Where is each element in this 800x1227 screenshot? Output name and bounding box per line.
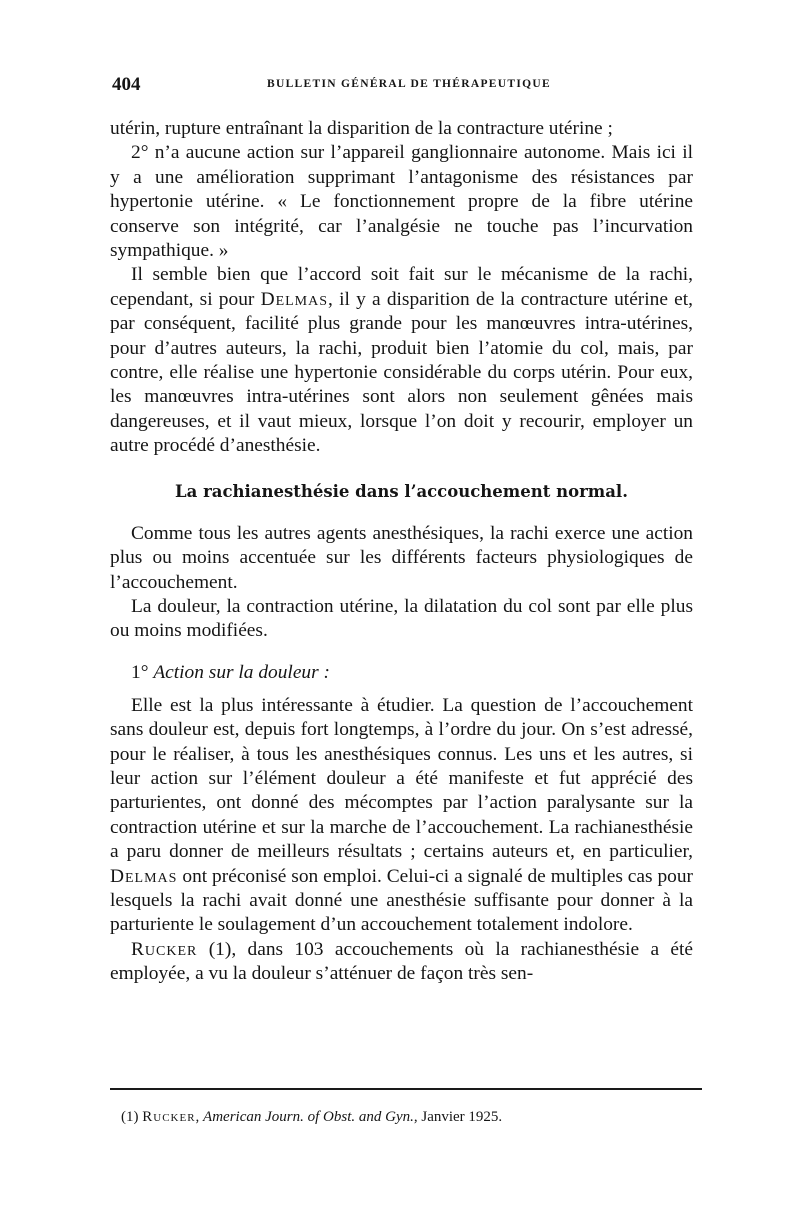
footnote-date: Janvier 1925.: [421, 1109, 503, 1125]
paragraph-point-two: [110, 141, 693, 263]
footnote-marker: (1): [121, 1109, 139, 1125]
author-name: Delmas: [260, 288, 329, 310]
paragraph-mechanism: [110, 263, 693, 458]
subheading-text: Action sur la douleur :: [153, 661, 330, 683]
paragraph-text: (1), dans 103 accouchements où la rachianesthésie a été employée, a vu la douleur s’atténuer de façon très sen-: [110, 938, 693, 985]
footnote-author: Rucker: [142, 1109, 196, 1125]
running-head: [112, 74, 692, 98]
paragraph-anesthetic-agents: [110, 522, 693, 595]
paragraph-text: ont préconisé son emploi. Celui-ci a signalé de multiples cas pour lesquels la rachi avait donné une anesthésie suffisante pour donner à la parturiente le soulagement d’un accouchement totalement indolore.: [110, 865, 693, 936]
paragraph-text: Il semble bien que l’accord soit fait sur le mécanisme de la rachi, cependant, si pour: [110, 264, 693, 310]
paragraph-rucker: [110, 938, 693, 987]
paragraph-pain: [110, 694, 693, 938]
footnote: (1) Rucker, American Journ. of Obst. and Gyn., Janvier 1925.: [121, 1109, 503, 1125]
journal-title: BULLETIN GÉNÉRAL DE THÉRAPEUTIQUE: [267, 78, 551, 90]
paragraph-factors: [110, 595, 693, 644]
body-text: [110, 117, 693, 987]
footnote-journal: American Journ. of Obst. and Gyn.: [203, 1109, 414, 1125]
paragraph-text: Comme tous les autres agents anesthésiques, la rachi exerce une action plus ou moins accentuée sur les différents facteurs physiologiques de l’accouchement.: [110, 522, 693, 593]
footnote-divider: [110, 1088, 702, 1090]
author-name: Rucker: [131, 938, 198, 960]
paragraph-text: Elle est la plus intéressante à étudier. La question de l’accouchement sans douleur est, depuis fort longtemps, à l’ordre du jour. On s’est adressé, pour le réaliser, à tous les anesthésiques connus. Les uns et les autres, si leur action sur l’élément douleur a été manifeste et fut apprécié des parturientes, ont donné des mécomptes par l’action paralysante sur la contraction utérine et sur la marche de l’accouchement. La rachianesthésie a paru donner de meilleurs résultats ; certains auteurs et, en particulier,: [110, 694, 693, 863]
paragraph-continuation: [110, 117, 693, 141]
paragraph-text: 2° n’a aucune action sur l’appareil ganglionnaire autonome. Mais ici il y a une amélioration supprimant l’antagonisme des résistances par hypertonie utérine. « Le fonctionnement propre de la fibre utérine conserve son intégrité, car l’analgésie ne touche pas l’incurvation sympathique. »: [110, 142, 693, 262]
author-name: Delmas: [110, 865, 178, 887]
paragraph-text: utérin, rupture entraînant la disparition de la contracture utérine ;: [110, 118, 613, 139]
page-number: 404: [112, 74, 141, 95]
paragraph-text: , il y a disparition de la contracture utérine et, par conséquent, facilité plus grande pour les manœuvres intra-utérines, pour d’autres auteurs, la rachi, produit bien l’atomie du col, mais, par contre, elle réalise une hypertonie considérable du corps utérin. Pour eux, les manœuvres intra-utérines sont alors non seulement gênées mais dangereuses, et il vaut mieux, lorsque l’on doit y recourir, employer un autre procédé d’anesthésie.: [110, 288, 694, 457]
section-heading: La rachianesthésie dans l’accouchement normal.: [175, 481, 628, 501]
subheading-number: 1°: [131, 661, 149, 683]
subheading: [110, 661, 693, 685]
paragraph-text: La douleur, la contraction utérine, la dilatation du col sont par elle plus ou moins modifiées.: [110, 595, 693, 642]
